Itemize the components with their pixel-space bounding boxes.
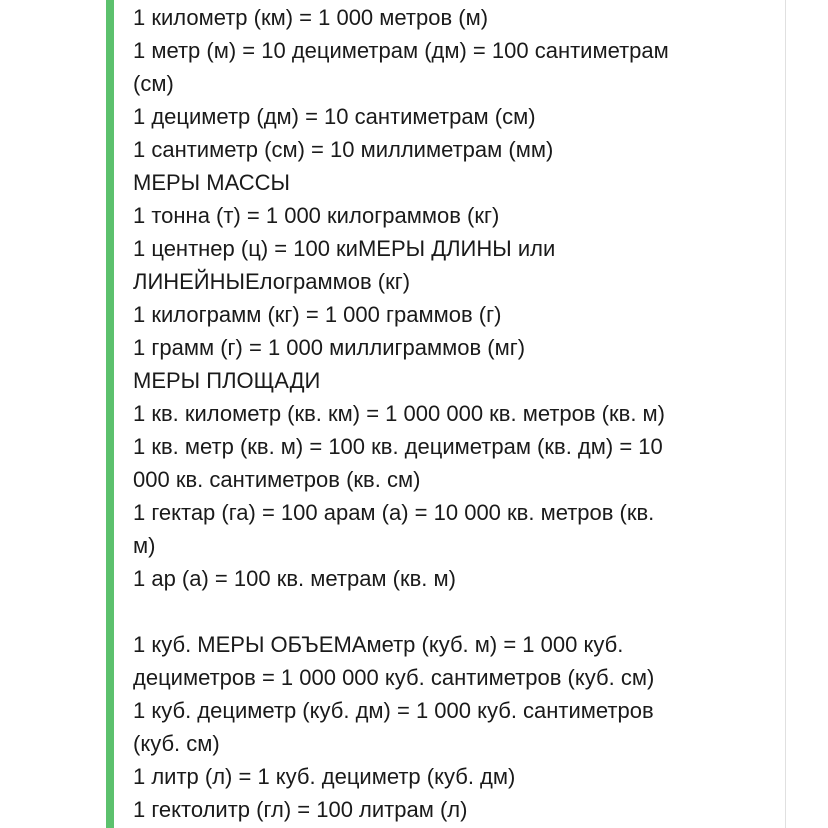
text-line: 1 центнер (ц) = 100 киМЕРЫ ДЛИНЫ или (133, 236, 556, 261)
measures-text-block (133, 1, 781, 826)
text-line: дециметров = 1 000 000 куб. сантиметров (куб. см) (133, 665, 655, 690)
text-line: 1 гектар (га) = 100 арам (а) = 10 000 кв. метров (кв. (133, 500, 655, 525)
text-line: 1 ар (а) = 100 кв. метрам (кв. м) (133, 566, 456, 591)
text-line: 1 кв. метр (кв. м) = 100 кв. дециметрам (кв. дм) = 10 (133, 434, 663, 459)
blank-line (133, 595, 781, 628)
text-line: (см) (133, 71, 174, 96)
text-line: ЛИНЕЙНЫЕлограммов (кг) (133, 269, 411, 294)
text-line: 1 куб. дециметр (куб. дм) = 1 000 куб. сантиметров (133, 698, 654, 723)
text-line: 1 тонна (т) = 1 000 килограммов (кг) (133, 203, 500, 228)
text-line: 1 килограмм (кг) = 1 000 граммов (г) (133, 302, 502, 327)
quote-accent-bar (106, 0, 114, 828)
text-line: 1 метр (м) = 10 дециметрам (дм) = 100 сантиметрам (133, 38, 669, 63)
text-line: 1 кв. километр (кв. км) = 1 000 000 кв. метров (кв. м) (133, 401, 665, 426)
text-line: 1 куб. МЕРЫ ОБЪЕМАметр (куб. м) = 1 000 куб. (133, 632, 624, 657)
section-heading-mass: МЕРЫ МАССЫ (133, 170, 291, 195)
text-line: м) (133, 533, 156, 558)
text-line: 1 грамм (г) = 1 000 миллиграммов (мг) (133, 335, 526, 360)
text-line: 1 километр (км) = 1 000 метров (м) (133, 5, 489, 30)
section-heading-area: МЕРЫ ПЛОЩАДИ (133, 368, 321, 393)
text-line: 1 гектолитр (гл) = 100 литрам (л) (133, 797, 468, 822)
content-right-border (785, 0, 786, 828)
text-line: (куб. см) (133, 731, 220, 756)
text-line: 1 дециметр (дм) = 10 сантиметрам (см) (133, 104, 536, 129)
text-line: 1 литр (л) = 1 куб. дециметр (куб. дм) (133, 764, 516, 789)
text-line: 000 кв. сантиметров (кв. см) (133, 467, 421, 492)
text-line: 1 сантиметр (см) = 10 миллиметрам (мм) (133, 137, 554, 162)
